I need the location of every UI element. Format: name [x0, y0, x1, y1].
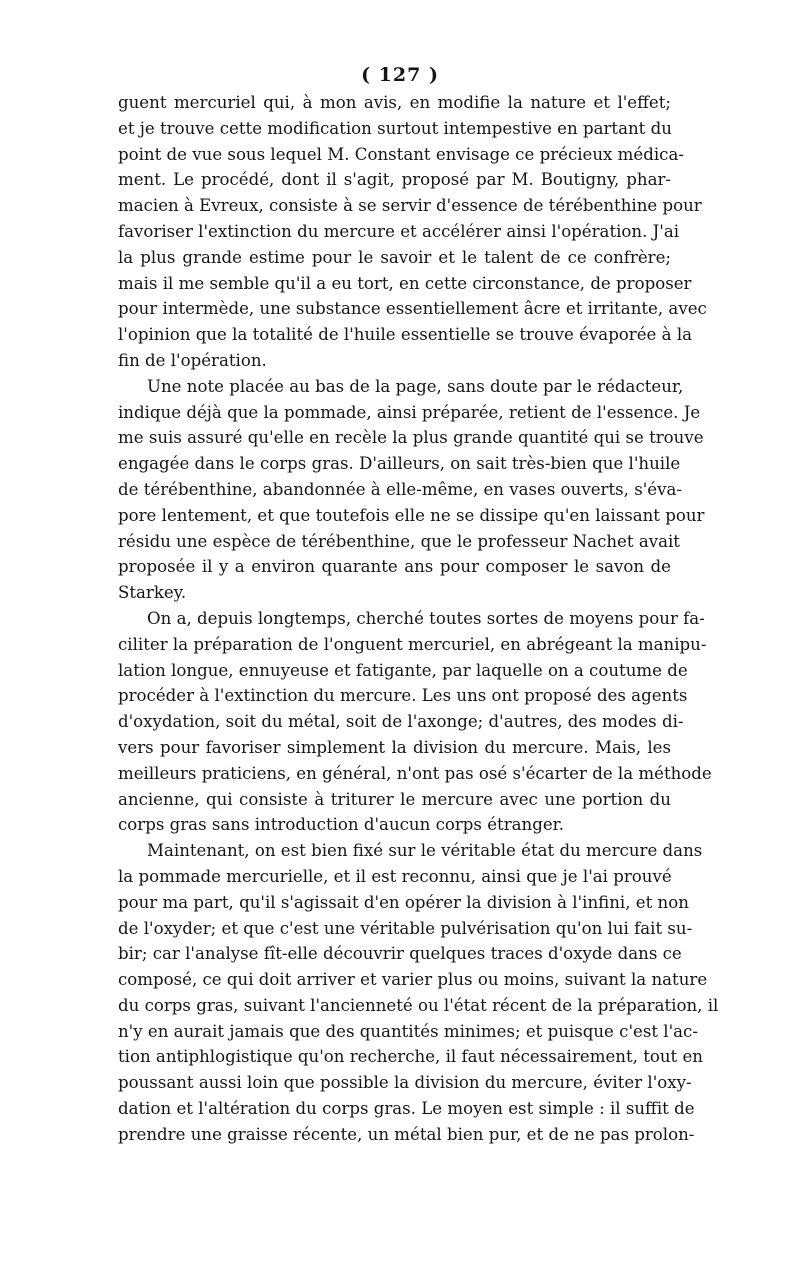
text-line: ancienne, qui consiste à triturer le mercure avec une portion du: [118, 789, 671, 809]
text-line: Maintenant, on est bien fixé sur le véritable état du mercure dans: [147, 841, 703, 861]
text-line: proposée il y a environ quarante ans pour composer le savon de: [118, 557, 671, 577]
text-line: dation et l'altération du corps gras. Le moyen est simple : il suffit de: [118, 1099, 695, 1119]
text-line: de térébenthine, abandonnée à elle-même, en vases ouverts, s'éva-: [118, 479, 682, 499]
text-line: tion antiphlogistique qu'on recherche, il faut nécessairement, tout en: [118, 1047, 703, 1067]
text-line: pore lentement, et que toutefois elle ne se dissipe qu'en laissant pour: [118, 505, 705, 525]
text-line: point de vue sous lequel M. Constant envisage ce précieux médica-: [118, 144, 684, 164]
text-line: n'y en aurait jamais que des quantités minimes; et puisque c'est l'ac-: [118, 1021, 698, 1041]
text-line: l'opinion que la totalité de l'huile essentielle se trouve évaporée à la: [118, 325, 693, 345]
text-line: On a, depuis longtemps, cherché toutes sortes de moyens pour fa-: [147, 608, 705, 628]
text-line: Starkey.: [118, 583, 187, 603]
text-line: prendre une graisse récente, un métal bien pur, et de ne pas prolon-: [118, 1124, 695, 1144]
text-line: mais il me semble qu'il a eu tort, en cette circonstance, de proposer: [118, 273, 692, 293]
text-line: Une note placée au bas de la page, sans doute par le rédacteur,: [147, 376, 684, 396]
text-line: corps gras sans introduction d'aucun corps étranger.: [118, 815, 565, 835]
text-line: de l'oxyder; et que c'est une véritable pulvérisation qu'on lui fait su-: [118, 918, 693, 938]
text-line: me suis assuré qu'elle en recèle la plus grande quantité qui se trouve: [118, 428, 704, 448]
text-line: fin de l'opération.: [118, 350, 267, 370]
text-line: macien à Evreux, consiste à se servir d'essence de térébenthine pour: [118, 196, 702, 216]
page-number: ( 127 ): [361, 64, 439, 86]
text-line: d'oxydation, soit du métal, soit de l'axonge; d'autres, des modes di-: [118, 712, 684, 732]
text-line: guent mercuriel qui, à mon avis, en modifie la nature et l'effet;: [118, 93, 671, 112]
text-line: la pommade mercurielle, et il est reconnu, ainsi que je l'ai prouvé: [118, 866, 672, 886]
text-line: résidu une espèce de térébenthine, que le professeur Nachet avait: [118, 531, 680, 551]
text-line: la plus grande estime pour le savoir et le talent de ce confrère;: [118, 247, 671, 267]
text-line: composé, ce qui doit arriver et varier plus ou moins, suivant la nature: [118, 970, 708, 990]
text-line: bir; car l'analyse fît-elle découvrir quelques traces d'oxyde dans ce: [118, 944, 682, 964]
page-body-text: [118, 90, 719, 1148]
text-line: pour intermède, une substance essentiellement âcre et irritante, avec: [118, 299, 707, 319]
text-line: engagée dans le corps gras. D'ailleurs, on sait très-bien que l'huile: [118, 454, 681, 474]
paragraph: [118, 606, 712, 838]
text-line: vers pour favoriser simplement la division du mercure. Mais, les: [118, 737, 671, 757]
text-line: indique déjà que la pommade, ainsi préparée, retient de l'essence. Je: [118, 402, 701, 422]
text-line: ment. Le procédé, dont il s'agit, proposé par M. Boutigny, phar-: [118, 170, 671, 190]
text-line: meilleurs praticiens, en général, n'ont pas osé s'écarter de la méthode: [118, 763, 712, 783]
paragraph: [118, 90, 707, 374]
text-line: favoriser l'extinction du mercure et accélérer ainsi l'opération. J'ai: [118, 221, 680, 241]
paragraph: [118, 838, 719, 1148]
text-line: poussant aussi loin que possible la division du mercure, éviter l'oxy-: [118, 1073, 692, 1093]
paragraph: [118, 374, 705, 606]
text-line: du corps gras, suivant l'ancienneté ou l'état récent de la préparation, il: [118, 995, 719, 1015]
text-line: pour ma part, qu'il s'agissait d'en opérer la division à l'infini, et non: [118, 892, 689, 912]
text-line: et je trouve cette modification surtout intempestive en partant du: [118, 118, 672, 138]
text-line: procéder à l'extinction du mercure. Les uns ont proposé des agents: [118, 686, 688, 706]
text-line: ciliter la préparation de l'onguent mercuriel, en abrégeant la manipu-: [118, 634, 707, 654]
text-line: lation longue, ennuyeuse et fatigante, par laquelle on a coutume de: [118, 660, 688, 680]
